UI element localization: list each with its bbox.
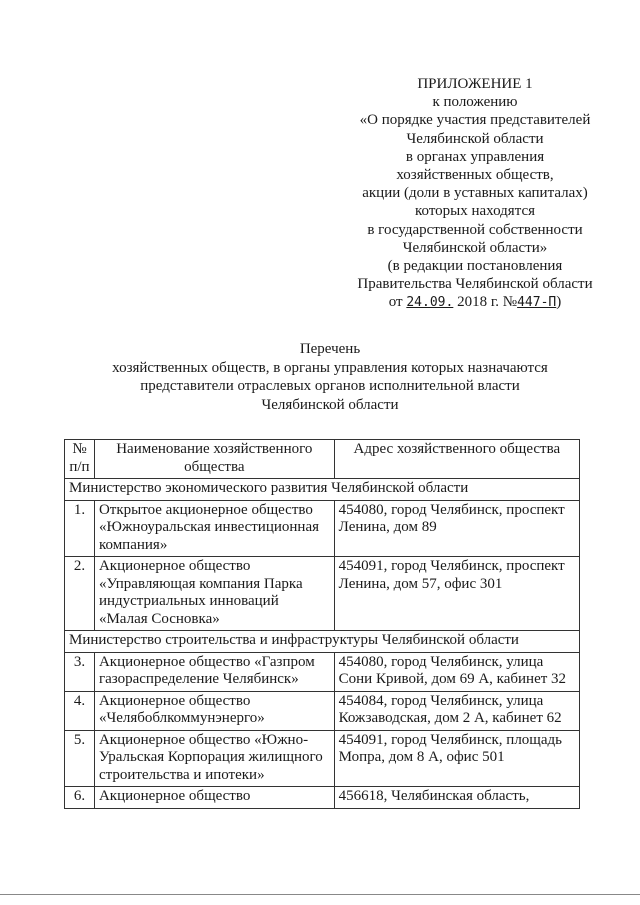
table-row	[65, 691, 580, 730]
table-row	[65, 557, 580, 631]
row-address: 454091, город Челябинск, площадь Мопра, дом 8 А, офис 501	[334, 730, 579, 787]
row-name: Акционерное общество «Газпром газораспределение Челябинск»	[94, 652, 334, 691]
appendix-line: Челябинской области	[406, 130, 544, 147]
date-suffix: )	[556, 294, 562, 311]
appendix-line: к положению	[432, 94, 518, 111]
date-mid: 2018 г. №	[453, 294, 518, 311]
appendix-date-line	[330, 293, 620, 312]
row-address: 454091, город Челябинск, проспект Ленина, дом 57, офис 301	[334, 557, 579, 631]
appendix-block	[330, 75, 620, 313]
page-bottom-divider	[0, 894, 640, 895]
appendix-line: «О порядке участия представителей	[359, 112, 591, 129]
row-name: Акционерное общество «Управляющая компания Парка индустриальных инноваций «Малая Сосновка»	[94, 557, 334, 631]
row-num: 4.	[65, 691, 95, 730]
table-row	[65, 652, 580, 691]
table-header-row	[65, 440, 580, 479]
appendix-line: в государственной собственности	[367, 221, 583, 238]
row-num: 6.	[65, 787, 95, 809]
header-name: Наименование хозяйственного общества	[94, 440, 334, 479]
section-row	[65, 479, 580, 501]
number-fill: 447-П	[517, 295, 557, 311]
list-heading	[60, 340, 600, 414]
companies-table	[64, 439, 580, 809]
row-address: 454084, город Челябинск, улица Кожзаводская, дом 2 А, кабинет 62	[334, 691, 579, 730]
row-address: 454080, город Челябинск, проспект Ленина, дом 89	[334, 500, 579, 557]
row-num: 5.	[65, 730, 95, 787]
heading-title: Перечень	[299, 341, 361, 357]
row-name: Акционерное общество «Челябоблкоммунэнерго»	[94, 691, 334, 730]
section-row	[65, 631, 580, 653]
date-prefix: от	[388, 294, 403, 311]
table-row	[65, 787, 580, 809]
table-row	[65, 500, 580, 557]
heading-line: представители отраслевых органов исполнительной власти	[140, 378, 520, 394]
appendix-line: (в редакции постановления	[387, 258, 563, 275]
row-address: 454080, город Челябинск, улица Сони Кривой, дом 69 А, кабинет 32	[334, 652, 579, 691]
date-fill: 24.09.	[406, 295, 454, 311]
row-name: Акционерное общество «Южно-Уральская Корпорация жилищного строительства и ипотеки»	[94, 730, 334, 787]
heading-line: Челябинской области	[261, 396, 399, 413]
appendix-line: которых находятся	[414, 203, 536, 220]
row-name: Открытое акционерное общество «Южноуральская инвестиционная компания»	[94, 500, 334, 557]
section-title: Министерство экономического развития Челябинской области	[65, 479, 580, 501]
row-num: 3.	[65, 652, 95, 691]
appendix-line: хозяйственных обществ,	[396, 167, 554, 184]
row-num: 2.	[65, 557, 95, 631]
table-row	[65, 730, 580, 787]
appendix-line: Правительства Челябинской области	[357, 276, 593, 293]
header-num: № п/п	[65, 440, 95, 479]
appendix-line: в органах управления	[405, 148, 545, 165]
appendix-title: ПРИЛОЖЕНИЕ 1	[417, 76, 533, 92]
row-address: 456618, Челябинская область,	[334, 787, 579, 809]
appendix-line: акции (доли в уставных капиталах)	[362, 185, 588, 202]
appendix-line: Челябинской области»	[402, 239, 548, 256]
row-num: 1.	[65, 500, 95, 557]
section-title: Министерство строительства и инфраструктуры Челябинской области	[65, 631, 580, 653]
row-name: Акционерное общество	[94, 787, 334, 809]
heading-line: хозяйственных обществ, в органы управления которых назначаются	[112, 359, 548, 376]
header-address: Адрес хозяйственного общества	[334, 440, 579, 479]
